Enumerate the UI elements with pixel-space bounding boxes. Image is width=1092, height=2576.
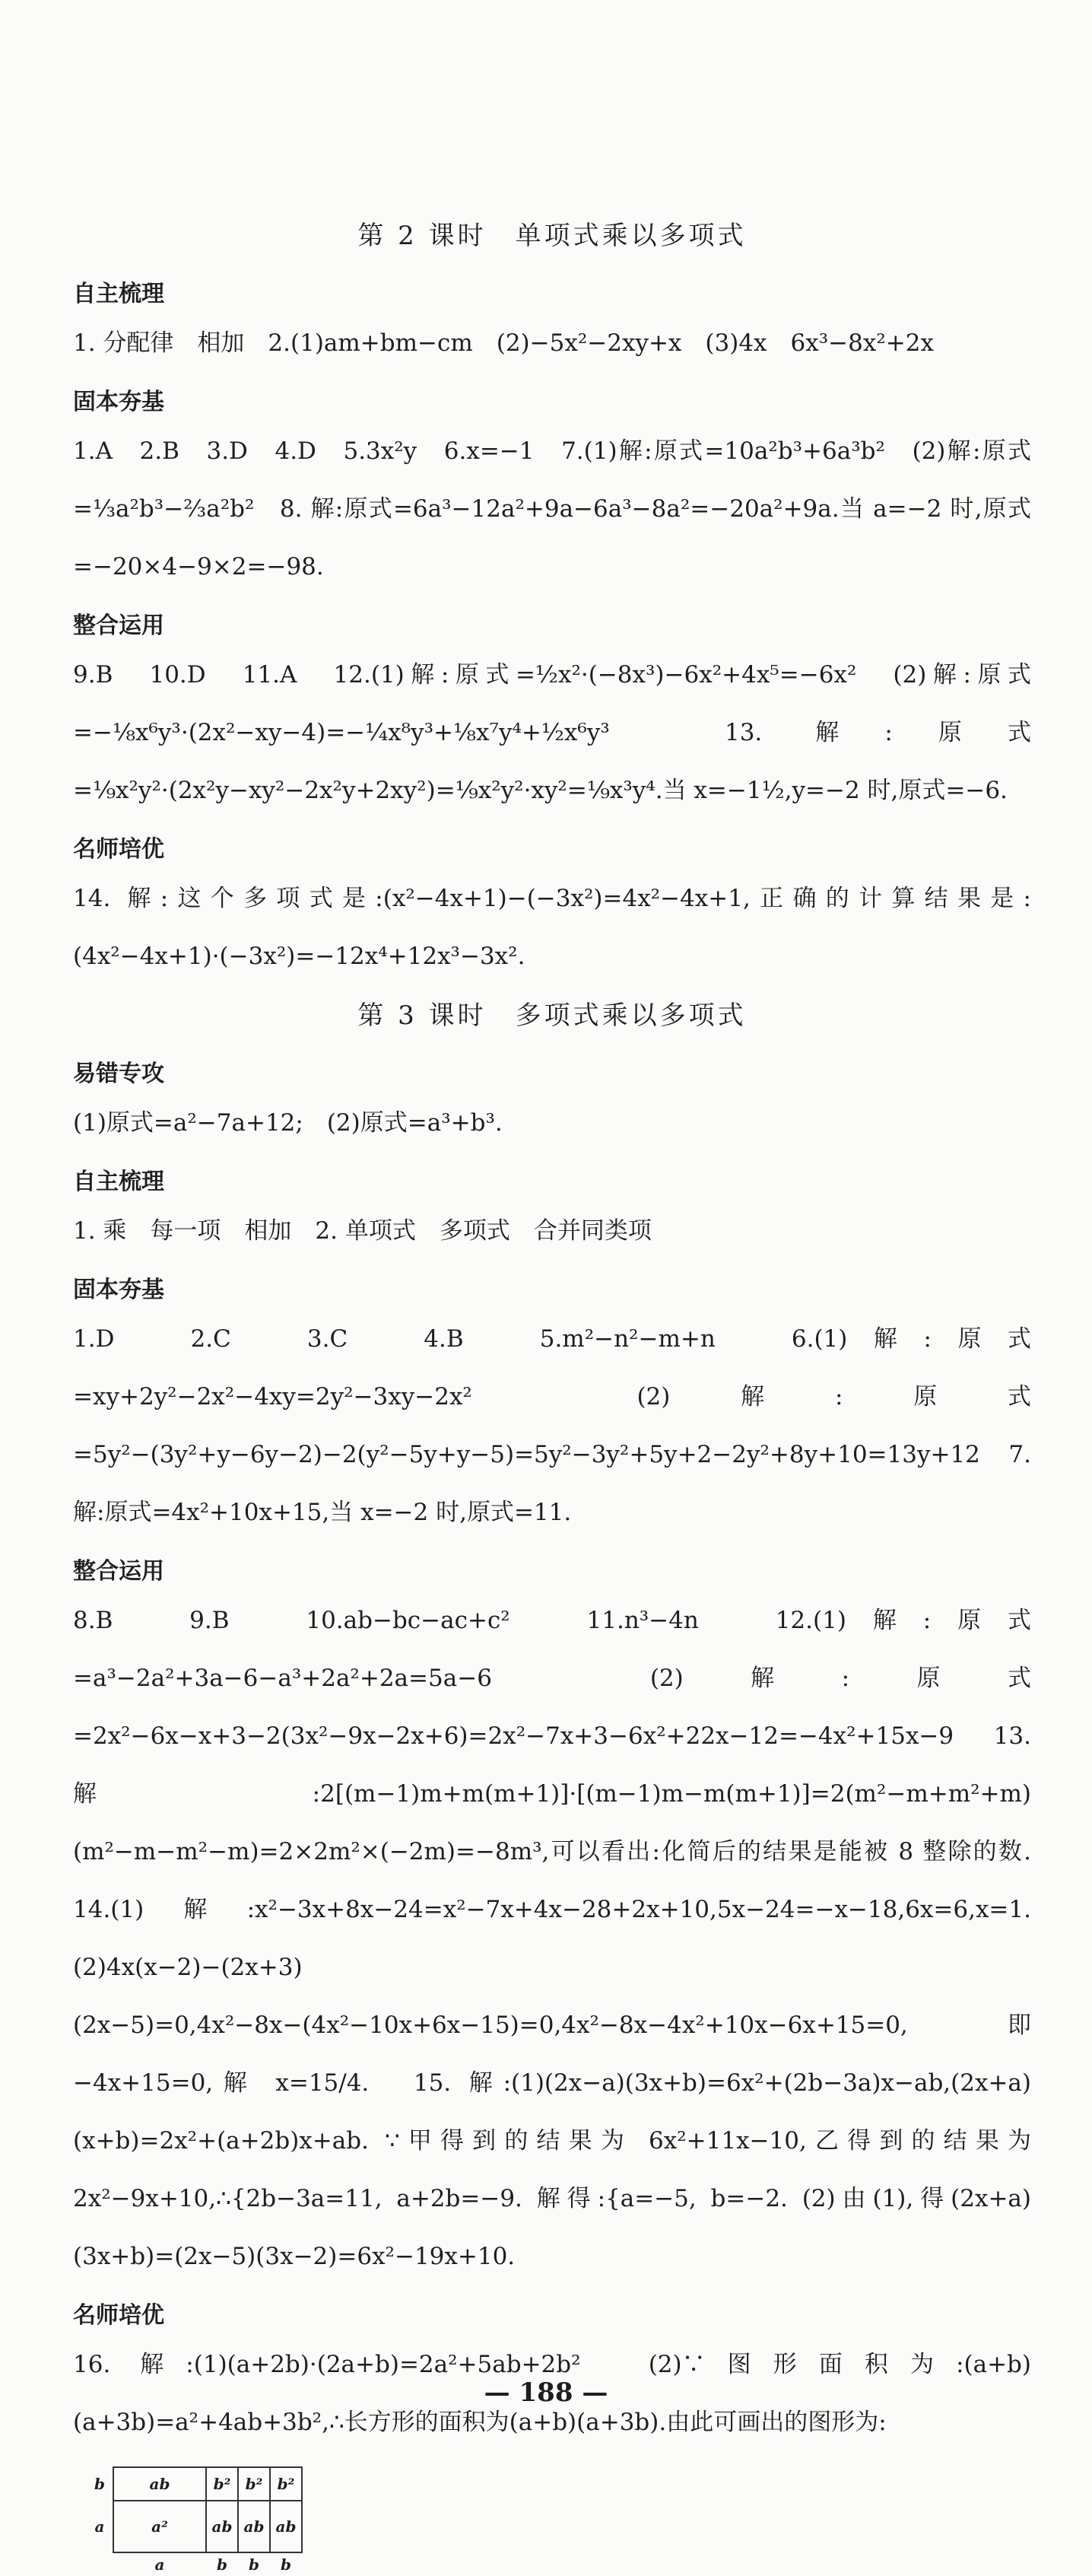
area-cell: ab <box>238 2501 270 2552</box>
area-cell: b² <box>270 2467 302 2501</box>
lesson-2-title: 第 2 课时 单项式乘以多项式 <box>357 221 747 251</box>
answer-paragraph: 8.B 9.B 10.ab−bc−ac+c² 11.n³−4n 12.(1)解:原式=a³−2a²+3a−6−a³+2a²+2a=5a−6 (2)解:原式=2x²−6x−x+3−2(3x²−9x−2x+6)=2x²−7x+3−6x²+22x−12=−4x²+15x−9 13. 解:2[(m−1)m+m(m+1)]·[(m−1)m−m(m+1)]=2(m²−m+m²+m)(m²−m−m²−m)=2×2m²×(−2m)=−8m³,可以看出:化简后的结果是能被 8 整除的数. 14.(1)解:x²−3x+8x−24=x²−7x+4x−28+2x+10,5x−24=−x−18,6x=6,x=1. (2)4x(x−2)−(2x+3)(2x−5)=0,4x²−8x−(4x²−10x+6x−15)=0,4x²−8x−4x²+10x−6x+15=0,即−4x+15=0,解 x=15/4. 15. 解:(1)(2x−a)(3x+b)=6x²+(2b−3a)x−ab,(2x+a)(x+b)=2x²+(a+2b)x+ab. ∵甲得到的结果为 6x²+11x−10,乙得到的结果为 2x²−9x+10,∴{2b−3a=11, a+2b=−9. 解得:{a=−5, b=−2. (2)由(1),得(2x+a)(3x+b)=(2x−5)(3x−2)=6x²−19x+10. <box>73 1607 1055 2270</box>
answer-paragraph: 16. 解:(1)(a+2b)·(2a+b)=2a²+5ab+2b² (2)∵图形面积为:(a+b)(a+3b)=a²+4ab+3b²,∴长方形的面积为(a+b)(a+3b).由此可画出的图形为: <box>73 2351 1031 2436</box>
section-heading: 固本夯基 <box>73 389 164 415</box>
answer-paragraph: 1. 分配律 相加 2.(1)am+bm−cm (2)−5x²−2xy+x (3)4x 6x³−8x²+2x <box>73 329 934 357</box>
column-label: b <box>249 2555 259 2574</box>
answer-paragraph: 14. 解:这个多项式是:(x²−4x+1)−(−3x²)=4x²−4x+1,正确的计算结果是:(4x²−4x+1)·(−3x²)=−12x⁴+12x³−3x². <box>73 885 1031 970</box>
area-cell: b² <box>238 2467 270 2501</box>
section-heading: 名师培优 <box>73 2302 164 2329</box>
area-cell: ab <box>113 2467 206 2501</box>
page-content <box>73 205 1055 2576</box>
row-label: a <box>94 2517 105 2536</box>
area-cell: a² <box>113 2501 206 2552</box>
area-diagram-table <box>87 2466 303 2576</box>
area-cell: ab <box>270 2501 302 2552</box>
area-cell: b² <box>206 2467 238 2501</box>
section-heading: 名师培优 <box>73 836 164 863</box>
section-heading: 自主梳理 <box>73 281 164 307</box>
area-cell: ab <box>206 2501 238 2552</box>
column-label: b <box>281 2555 291 2574</box>
area-diagram <box>87 2466 1031 2576</box>
lesson-3-title: 第 3 课时 多项式乘以多项式 <box>357 1000 747 1031</box>
section-heading: 自主梳理 <box>73 1169 164 1195</box>
answer-paragraph: 1.A 2.B 3.D 4.D 5.3x²y 6.x=−1 7.(1)解:原式=10a²b³+6a³b² (2)解:原式=⅓a²b³−⅔a²b² 8. 解:原式=6a³−12a²+9a−6a³−8a²=−20a²+9a.当 a=−2 时,原式=−20×4−9×2=−98. <box>73 437 1031 580</box>
page-number: — 188 — <box>484 2377 608 2408</box>
answer-paragraph: 1.D 2.C 3.C 4.B 5.m²−n²−m+n 6.(1)解:原式=xy+2y²−2x²−4xy=2y²−3xy−2x² (2)解:原式=5y²−(3y²+y−6y−2)−2(y²−5y+y−5)=5y²−3y²+5y+2−2y²+8y+10=13y+12 7. 解:原式=4x²+10x+15,当 x=−2 时,原式=11. <box>73 1325 1031 1526</box>
answer-paragraph: 9.B 10.D 11.A 12.(1)解:原式=½x²·(−8x³)−6x²+4x⁵=−6x² (2)解:原式=−⅛x⁶y³·(2x²−xy−4)=−¼x⁸y³+⅛x⁷y⁴+½x⁶y³ 13. 解:原式=⅑x²y²·(2x²y−xy²−2x²y+2xy²)=⅑x²y²·xy²=⅑x³y⁴.当 x=−1½,y=−2 时,原式=−6. <box>73 661 1031 804</box>
column-label: a <box>154 2555 165 2574</box>
section-heading: 整合运用 <box>73 1558 164 1585</box>
section-heading: 固本夯基 <box>73 1277 164 1303</box>
answer-paragraph: 1. 乘 每一项 相加 2. 单项式 多项式 合并同类项 <box>73 1217 652 1245</box>
column-label: b <box>217 2555 227 2574</box>
section-heading: 整合运用 <box>73 612 164 639</box>
section-heading: 易错专攻 <box>73 1061 164 1087</box>
answer-paragraph: (1)原式=a²−7a+12; (2)原式=a³+b³. <box>73 1109 503 1137</box>
row-label: b <box>94 2475 105 2493</box>
